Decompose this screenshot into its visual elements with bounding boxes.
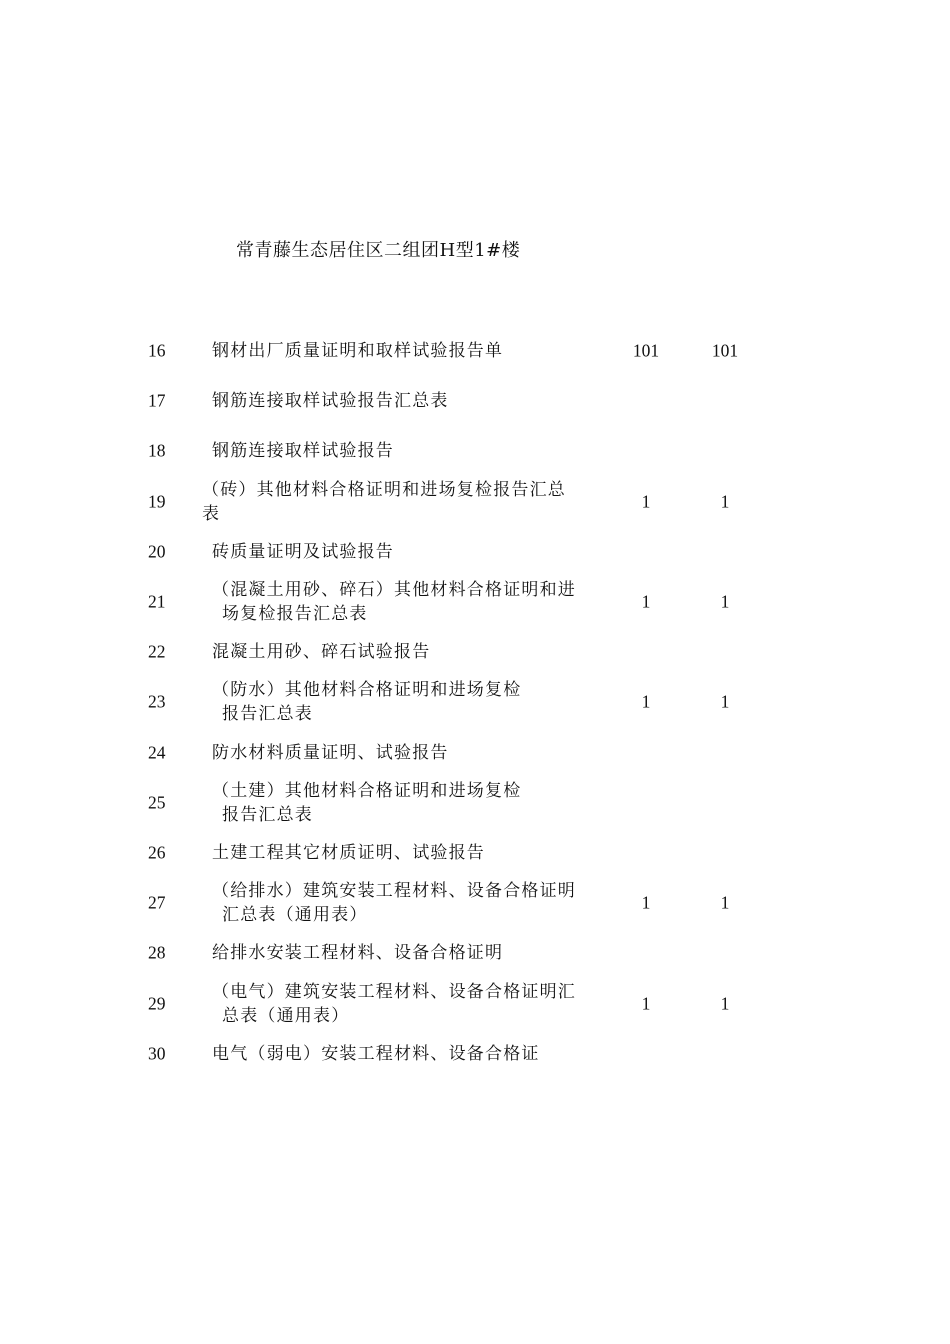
row-count-1: 1 xyxy=(641,591,651,612)
row-title-line2: 报告汇总表 xyxy=(222,704,313,725)
row-count-2: 101 xyxy=(711,340,739,361)
row-title-line1: 钢材出厂质量证明和取样试验报告单 xyxy=(212,341,504,362)
table-row xyxy=(0,426,950,476)
row-count-1: 1 xyxy=(641,993,651,1014)
row-title-line1: 土建工程其它材质证明、试验报告 xyxy=(212,842,485,863)
table-row xyxy=(0,677,950,727)
row-number: 19 xyxy=(148,491,166,512)
row-title xyxy=(202,741,622,765)
table-row xyxy=(0,878,950,928)
row-title-line2: 表 xyxy=(202,503,221,524)
row-count-1: 1 xyxy=(641,691,651,712)
row-number: 24 xyxy=(148,742,166,763)
row-title-line2: 总表（通用表） xyxy=(222,1005,350,1026)
row-number: 27 xyxy=(148,892,166,913)
row-number: 18 xyxy=(148,440,166,461)
row-title xyxy=(202,578,612,626)
table-row xyxy=(0,326,950,376)
row-number: 28 xyxy=(148,942,166,963)
row-title-line1: （砖）其他材料合格证明和进场复检报告汇总 xyxy=(202,479,566,500)
row-count-1: 1 xyxy=(641,892,651,913)
row-number: 29 xyxy=(148,993,166,1014)
row-title xyxy=(202,339,622,363)
row-number: 21 xyxy=(148,591,166,612)
row-title xyxy=(202,640,622,664)
row-number: 25 xyxy=(148,792,166,813)
row-title-line1: （土建）其他材料合格证明和进场复检 xyxy=(212,780,522,801)
row-count-2: 1 xyxy=(720,491,730,512)
row-number: 23 xyxy=(148,691,166,712)
table-row xyxy=(0,828,950,878)
table-row xyxy=(0,577,950,627)
row-count-1: 1 xyxy=(641,491,651,512)
row-title-line1: 钢筋连接取样试验报告汇总表 xyxy=(212,391,449,412)
row-title-line1: 钢筋连接取样试验报告 xyxy=(212,441,394,462)
row-title-line2: 场复检报告汇总表 xyxy=(222,604,368,625)
row-title xyxy=(202,389,622,413)
document-table xyxy=(0,326,950,1079)
row-count-2: 1 xyxy=(720,993,730,1014)
row-title xyxy=(202,941,622,965)
row-number: 26 xyxy=(148,842,166,863)
row-title xyxy=(202,980,612,1028)
table-row xyxy=(0,1029,950,1079)
row-title-line1: 砖质量证明及试验报告 xyxy=(212,541,394,562)
table-row xyxy=(0,627,950,677)
row-number: 22 xyxy=(148,641,166,662)
table-row xyxy=(0,376,950,426)
page-title: 常青藤生态居住区二组团H型1#楼 xyxy=(236,240,521,261)
row-number: 20 xyxy=(148,541,166,562)
row-number: 17 xyxy=(148,390,166,411)
row-title xyxy=(202,439,622,463)
row-title-line1: 混凝土用砂、碎石试验报告 xyxy=(212,642,431,663)
row-title-line1: 电气（弱电）安装工程材料、设备合格证 xyxy=(212,1043,540,1064)
row-count-1: 101 xyxy=(632,340,660,361)
row-count-2: 1 xyxy=(720,591,730,612)
table-row xyxy=(0,728,950,778)
row-count-2: 1 xyxy=(720,691,730,712)
row-title xyxy=(202,841,622,865)
row-title xyxy=(202,478,612,526)
table-row xyxy=(0,527,950,577)
table-row xyxy=(0,778,950,828)
row-title xyxy=(202,678,612,726)
row-title xyxy=(202,779,612,827)
row-title-line1: （防水）其他材料合格证明和进场复检 xyxy=(212,680,522,701)
row-title-line1: 给排水安装工程材料、设备合格证明 xyxy=(212,943,504,964)
table-row xyxy=(0,477,950,527)
table-row xyxy=(0,978,950,1028)
row-title-line1: （给排水）建筑安装工程材料、设备合格证明 xyxy=(212,881,576,902)
row-number: 16 xyxy=(148,340,166,361)
table-row xyxy=(0,928,950,978)
row-title-line2: 汇总表（通用表） xyxy=(222,905,368,926)
row-title xyxy=(202,1042,622,1066)
row-title xyxy=(202,540,622,564)
row-count-2: 1 xyxy=(720,892,730,913)
row-title-line1: （混凝土用砂、碎石）其他材料合格证明和进 xyxy=(212,580,576,601)
row-title-line1: （电气）建筑安装工程材料、设备合格证明汇 xyxy=(212,981,576,1002)
row-number: 30 xyxy=(148,1043,166,1064)
row-title-line2: 报告汇总表 xyxy=(222,804,313,825)
row-title xyxy=(202,879,612,927)
row-title-line1: 防水材料质量证明、试验报告 xyxy=(212,742,449,763)
